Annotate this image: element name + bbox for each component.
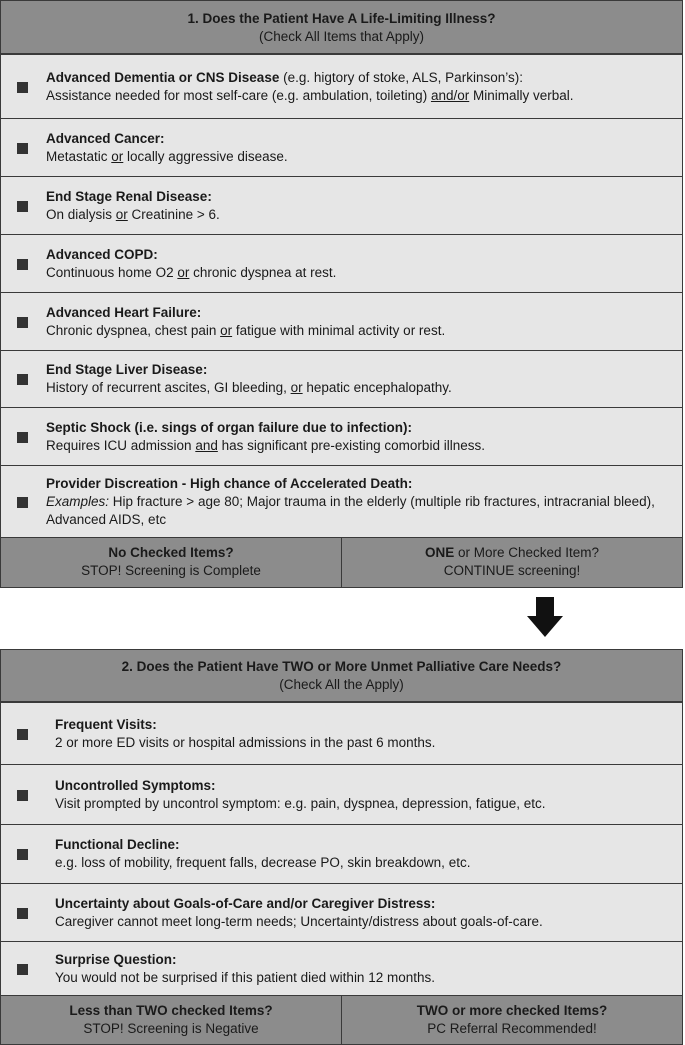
checkbox-square-icon[interactable] [17, 374, 28, 385]
item-desc: Continuous home O2 [46, 264, 178, 280]
checkbox-square-icon[interactable] [17, 317, 28, 328]
item-examples-label: Examples: [46, 493, 110, 509]
section1-title: 1. Does the Patient Have A Life-Limiting Illness? [187, 11, 496, 26]
item-desc-end: fatigue with minimal activity or rest. [232, 322, 446, 338]
item-dementia [1, 55, 682, 119]
item-heading: Frequent Visits: [55, 716, 157, 732]
footer-action: CONTINUE screening! [443, 563, 581, 578]
checkbox-square-icon[interactable] [17, 790, 28, 801]
footer-one-or-more [342, 538, 682, 587]
item-heading: Uncertainty about Goals-of-Care and/or Caregiver Distress: [55, 895, 436, 911]
item-heading-note: (e.g. higtory of stoke, ALS, Parkinson’s): [279, 69, 523, 85]
checkbox-square-icon[interactable] [17, 908, 28, 919]
item-desc-underlined: or [290, 380, 303, 395]
item-desc-underlined: or [220, 322, 233, 338]
item-uncontrolled-symptoms [1, 765, 682, 825]
item-desc-underlined: or [177, 264, 190, 280]
item-desc-underlined: or [111, 148, 124, 164]
checkbox-square-icon[interactable] [17, 259, 28, 270]
footer-condition: No Checked Items? [108, 545, 234, 560]
footer-condition-tail: or More Checked Item? [454, 545, 600, 560]
item-heading: Advanced COPD: [46, 246, 158, 262]
checkbox-square-icon[interactable] [17, 143, 28, 154]
footer-action: STOP! Screening is Negative [83, 1021, 259, 1036]
item-desc: Visit prompted by uncontrol symptom: e.g. pain, dyspnea, depression, fatigue, etc. [55, 795, 546, 811]
item-desc-end: hepatic encephalopathy. [302, 380, 452, 395]
item-heading: Septic Shock (i.e. sings of organ failure due to infection): [46, 419, 413, 435]
item-septic-shock [1, 408, 682, 466]
footer-less-than-two [1, 996, 342, 1044]
checkbox-square-icon[interactable] [17, 82, 28, 93]
item-heading: Advanced Heart Failure: [46, 304, 202, 320]
item-frequent-visits [1, 703, 682, 765]
item-heading: Advanced Cancer: [46, 130, 165, 146]
item-desc-end: Minimally verbal. [469, 87, 574, 103]
footer-two-or-more [342, 996, 682, 1044]
checkbox-square-icon[interactable] [17, 432, 28, 443]
item-desc: Assistance needed for most self-care (e.g. ambulation, toileting) [46, 87, 431, 103]
section1-footer [1, 538, 682, 587]
section1-subtitle: (Check All Items that Apply) [258, 29, 425, 44]
item-heading: Surprise Question: [55, 951, 177, 967]
checkbox-square-icon[interactable] [17, 849, 28, 860]
item-cancer [1, 119, 682, 177]
item-desc-underlined: or [115, 206, 128, 222]
section2-title: 2. Does the Patient Have TWO or More Unmet Palliative Care Needs? [121, 659, 562, 674]
section2-subtitle: (Check All the Apply) [279, 677, 404, 692]
item-renal [1, 177, 682, 235]
item-desc-underlined: and/or [430, 87, 470, 103]
section1-header [1, 1, 682, 55]
footer-condition: Less than TWO checked Items? [69, 1003, 273, 1018]
item-desc: Caregiver cannot meet long-term needs; Uncertainty/distress about goals-of-care. [55, 913, 543, 929]
footer-action: PC Referral Recommended! [427, 1021, 597, 1036]
item-desc: 2 or more ED visits or hospital admissions in the past 6 months. [55, 734, 436, 750]
item-liver [1, 351, 682, 408]
item-copd [1, 235, 682, 293]
item-desc: Requires ICU admission [46, 437, 196, 453]
item-heading: End Stage Renal Disease: [46, 188, 212, 204]
section2-header [1, 650, 682, 703]
item-desc-end: Creatinine > 6. [127, 206, 220, 222]
checkbox-square-icon[interactable] [17, 729, 28, 740]
down-arrow-icon [527, 597, 563, 637]
item-desc: On dialysis [46, 206, 116, 222]
item-desc: Metastatic [46, 148, 112, 164]
item-goals-of-care [1, 884, 682, 942]
item-desc-end: locally aggressive disease. [123, 148, 288, 164]
item-desc: You would not be surprised if this patient died within 12 months. [55, 969, 435, 985]
item-desc: Chronic dyspnea, chest pain [46, 322, 221, 338]
unmet-palliative-needs-section [0, 649, 683, 1045]
item-desc: History of recurrent ascites, GI bleeding, [46, 380, 291, 395]
item-heading: End Stage Liver Disease: [46, 362, 208, 377]
checkbox-square-icon[interactable] [17, 497, 28, 508]
item-functional-decline [1, 825, 682, 884]
footer-no-items [1, 538, 342, 587]
item-desc-underlined: and [195, 437, 218, 453]
item-heading: Functional Decline: [55, 837, 180, 852]
footer-condition: TWO or more checked Items? [416, 1003, 608, 1018]
item-desc: e.g. loss of mobility, frequent falls, decrease PO, skin breakdown, etc. [55, 855, 471, 870]
section2-footer [1, 996, 682, 1044]
item-desc-end: Hip fracture > age 80; Major trauma in the elderly (multiple rib fractures, intracranial bleed), Advanced AIDS, etc [46, 493, 655, 527]
checkbox-square-icon[interactable] [17, 201, 28, 212]
item-heading: Advanced Dementia or CNS Disease [46, 69, 280, 85]
item-heart-failure [1, 293, 682, 351]
item-surprise-question [1, 942, 682, 996]
item-heading: Provider Discreation - High chance of Accelerated Death: [46, 475, 413, 491]
footer-action: STOP! Screening is Complete [81, 563, 261, 578]
item-desc-end: chronic dyspnea at rest. [189, 264, 337, 280]
checkbox-square-icon[interactable] [17, 964, 28, 975]
footer-condition: ONE [424, 545, 455, 560]
item-desc-end: has significant pre-existing comorbid illness. [217, 437, 485, 453]
item-heading: Uncontrolled Symptoms: [55, 777, 216, 793]
item-provider-discretion [1, 466, 682, 538]
